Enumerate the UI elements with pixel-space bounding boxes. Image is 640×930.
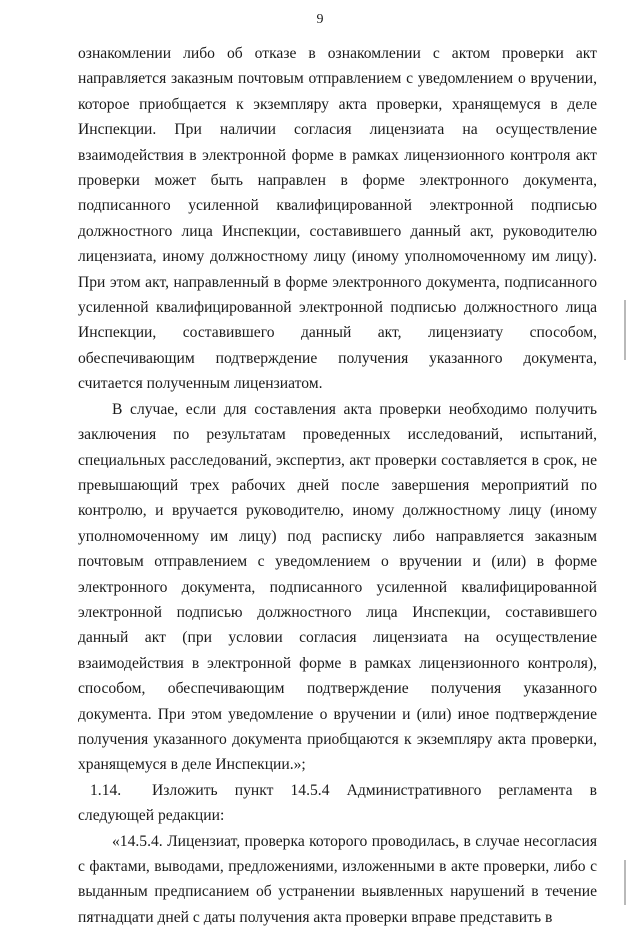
scan-edge-mark bbox=[624, 300, 626, 360]
list-item-1-14 bbox=[78, 778, 597, 829]
paragraph-inspection-act: В случае, если для составления акта проверки необходимо получить заключения по результатам проведенных исследований, испытаний, специальных расследований, экспертиз, акт проверки составляется в срок, не превышающий трех рабочих дней после завершения мероприятий по контролю, и вручается руководителю, иному должностному лицу (иному уполномоченному им лицу) под расписку либо направляется заказным почтовым отправлением с уведомлением о вручении и (или) в форме электронного документа, подписанного усиленной квалифицированной электронной подписью должностного лица Инспекции, составившего данный акт (при условии согласия лицензиата на осуществление взаимодействия в электронной форме в рамках лицензионного контроля), способом, обеспечивающим подтверждение получения указанного документа. При этом уведомление о вручении и (или) иное подтверждение получения указанного документа приобщаются к экземпляру акта проверки, хранящемуся в деле Инспекции.»; bbox=[78, 400, 597, 774]
item-number: 1.14. bbox=[90, 781, 122, 799]
paragraph-14-5-4: «14.5.4. Лицензиат, проверка которого проводилась, в случае несогласия с фактами, выводами, предложениями, изложенными в акте проверки, либо с выданным предписанием об устранении выявленных нарушений в течение пятнадцати дней с даты получения акта проверки вправе представить в bbox=[78, 832, 597, 926]
document-body bbox=[78, 41, 597, 930]
page-number: 9 bbox=[316, 12, 324, 27]
scan-edge-mark bbox=[624, 860, 626, 905]
item-text: Изложить пункт 14.5.4 Административного регламента в следующей редакции: bbox=[78, 781, 597, 825]
paragraph-continued: ознакомлении либо об отказе в ознакомлении с актом проверки акт направляется заказным почтовым отправлением с уведомлением о вручении, которое приобщается к экземпляру акта проверки, хранящемуся в деле Инспекции. При наличии согласия лицензиата на осуществление взаимодействия в электронной форме в рамках лицензионного контроля акт проверки может быть направлен в форме электронного документа, подписанного усиленной квалифицированной электронной подписью должностного лица Инспекции, составившего данный акт, руководителю лицензиата, иному должностному лицу (иному уполномоченному им лицу). При этом акт, направленный в форме электронного документа, подписанного усиленной квалифицированной электронной подписью должностного лица Инспекции, составившего данный акт, лицензиату способом, обеспечивающим подтверждение получения указанного документа, считается полученным лицензиатом. bbox=[78, 45, 597, 393]
